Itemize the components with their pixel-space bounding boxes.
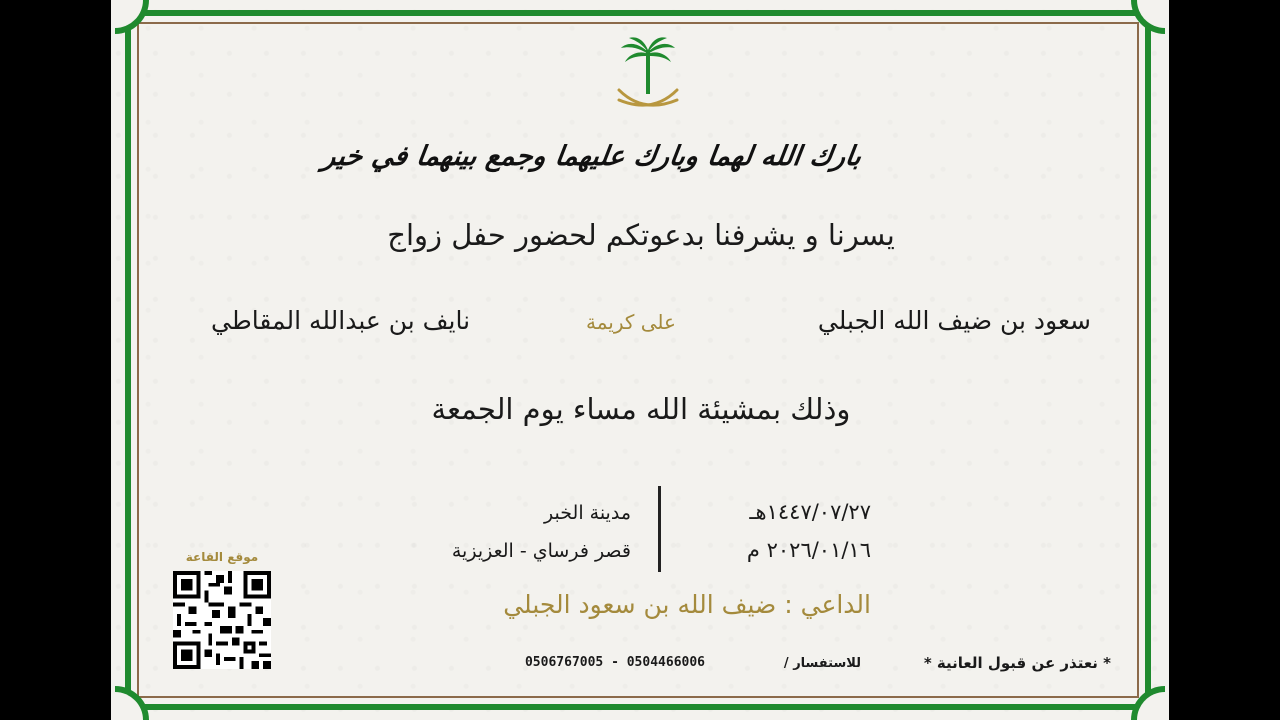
blessing-calligraphy: بارك الله لهما وبارك عليهما وجمع بينهما في خير xyxy=(320,141,864,172)
bride-father-name: نايف بن عبدالله المقاطي xyxy=(211,306,471,335)
divider xyxy=(658,486,661,572)
gregorian-date: ٢٠٢٦/٠١/١٦ م xyxy=(746,538,871,562)
invitation-intro: يسرنا و يشرفنا بدعوتكم لحضور حفل زواج xyxy=(387,218,895,252)
qr-label: موقع القاعة xyxy=(185,550,259,564)
apology-note: * نعتذر عن قبول العانية * xyxy=(923,654,1111,672)
invitation-card xyxy=(111,0,1169,720)
qr-code-icon[interactable] xyxy=(173,571,271,669)
occasion-text: وذلك بمشيئة الله مساء يوم الجمعة xyxy=(431,392,851,426)
host-name: الداعي : ضيف الله بن سعود الجبلي xyxy=(503,590,871,619)
venue-city: مدينة الخبر xyxy=(544,502,631,524)
saudi-emblem-icon xyxy=(613,34,683,118)
bride-connector: على كريمة xyxy=(586,310,676,334)
inquiry-label: للاستفسار / xyxy=(783,656,861,671)
phone-numbers: 0506767005 - 0504466006 xyxy=(524,655,705,670)
venue-hall: قصر فرساي - العزيزية xyxy=(451,540,631,562)
hijri-date: ١٤٤٧/٠٧/٢٧هـ xyxy=(749,500,871,524)
groom-name: سعود بن ضيف الله الجبلي xyxy=(817,306,1091,335)
